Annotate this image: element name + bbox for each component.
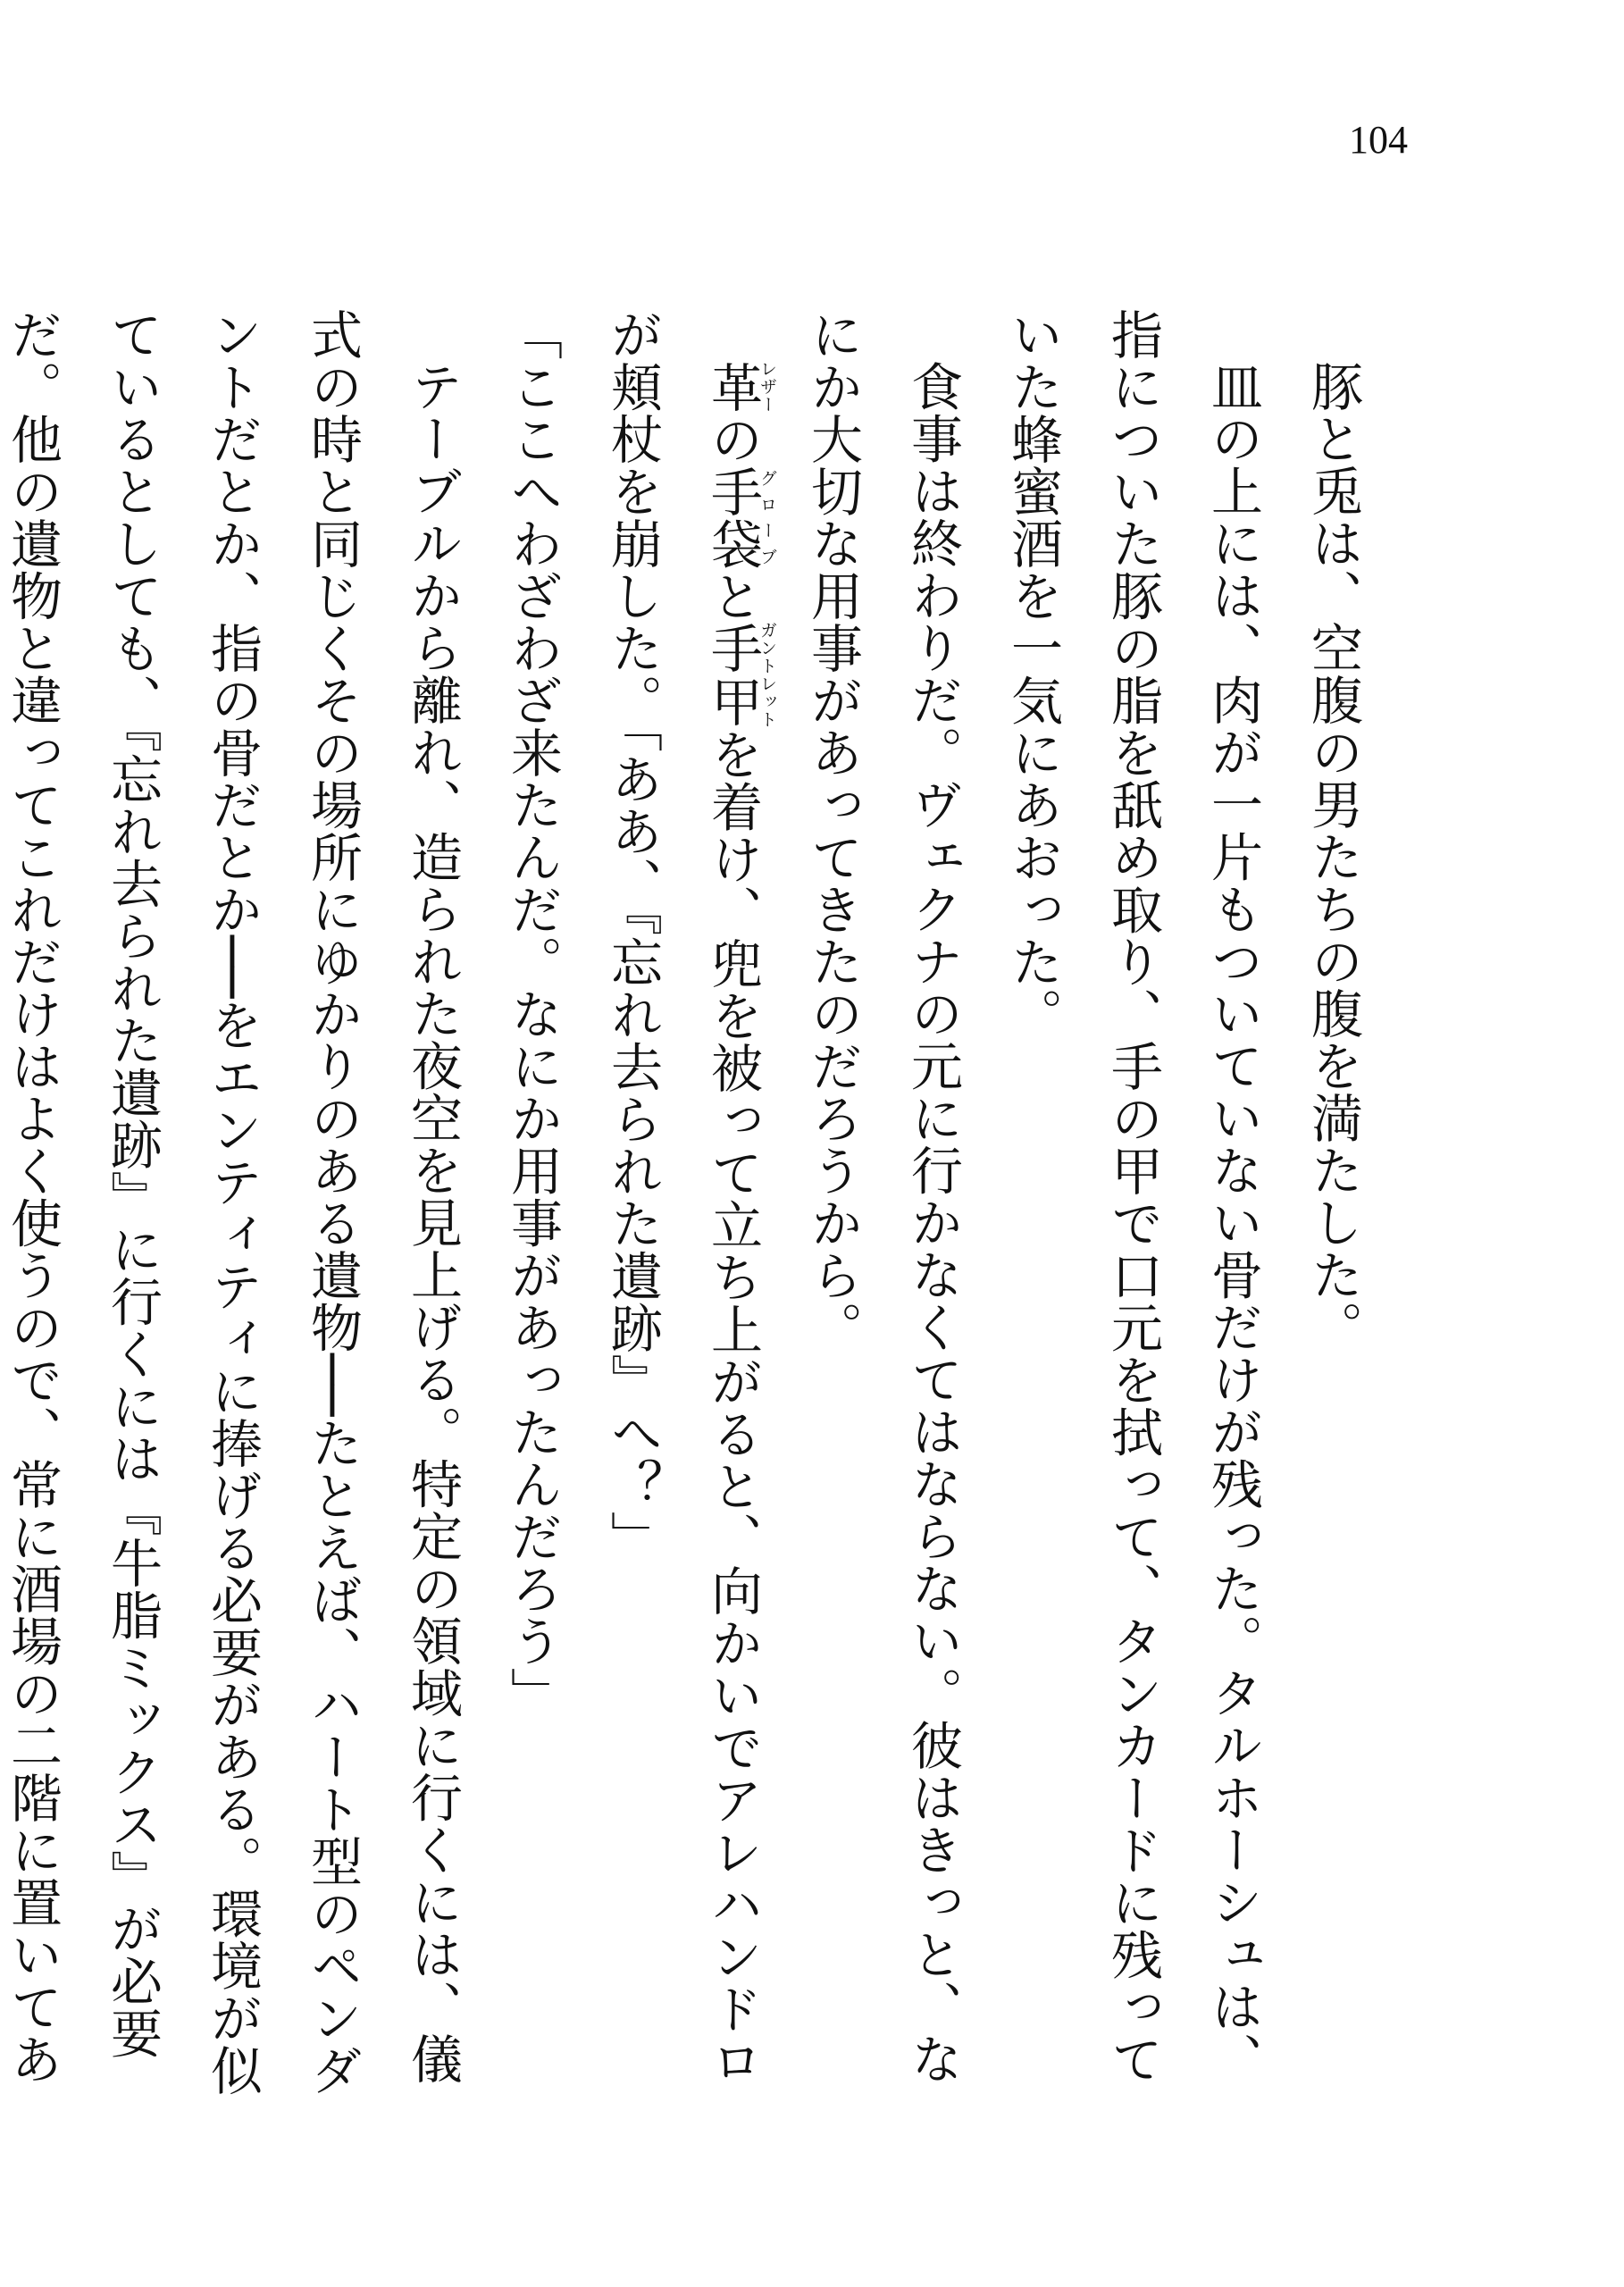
paragraph-with-ruby bbox=[582, 308, 783, 2113]
ruby-gauntlet bbox=[702, 621, 777, 729]
paragraph: 豚と兎は、空腹の男たちの腹を満たした。 bbox=[1302, 360, 1363, 1353]
paragraph: テーブルから離れ、造られた夜空を見上げる。特定の領域に行くには、儀式の時と同じくその場所にゆかりのある遺物──たとえば、ハート型のペンダントだとか、指の骨だとか──をエンティティに捧げる必要がある。環境が似ているとしても、『忘れ去られた遺跡』に行くには『牛脂ミックス』が必要だ。他の遺物と違ってこれだけはよく使うので、常に酒場の二階に置いてあ bbox=[2, 308, 463, 2097]
ruby-base: 手甲 bbox=[702, 621, 763, 729]
ruby-base: 手袋 bbox=[702, 465, 763, 570]
text-fragment: を着け、兜を被って立ち上がると、向かいでアレハンドロが頬杖を崩した。「ああ、『忘れ去られた遺跡』へ？」 bbox=[602, 308, 763, 2087]
page-number: 104 bbox=[1349, 118, 1408, 162]
ruby-reading: レザー bbox=[758, 360, 777, 414]
text-fragment: の bbox=[702, 413, 763, 465]
text-fragment: と bbox=[702, 569, 763, 623]
paragraph: 食事は終わりだ。ヴェクナの元に行かなくてはならない。彼はきっと、なにか大切な用事があってきたのだろうから。 bbox=[802, 308, 963, 2085]
ruby-reading: ガントレット bbox=[758, 621, 777, 729]
body-text bbox=[2, 308, 1383, 2113]
paragraph-dialogue: 「ここへわざわざ来たんだ。なにか用事があったんだろう」 bbox=[502, 308, 563, 1720]
ruby-glove bbox=[702, 465, 777, 570]
ruby-base: 革 bbox=[702, 360, 763, 414]
ruby-reading: グローブ bbox=[758, 465, 777, 570]
ruby-leather bbox=[702, 360, 777, 414]
paragraph: 皿の上には、肉が一片もついていない骨だけが残った。タルホーシュは、指についた豚の脂を舐め取り、手の甲で口元を拭って、タンカードに残っていた蜂蜜酒を一気にあおった。 bbox=[1002, 308, 1263, 2085]
